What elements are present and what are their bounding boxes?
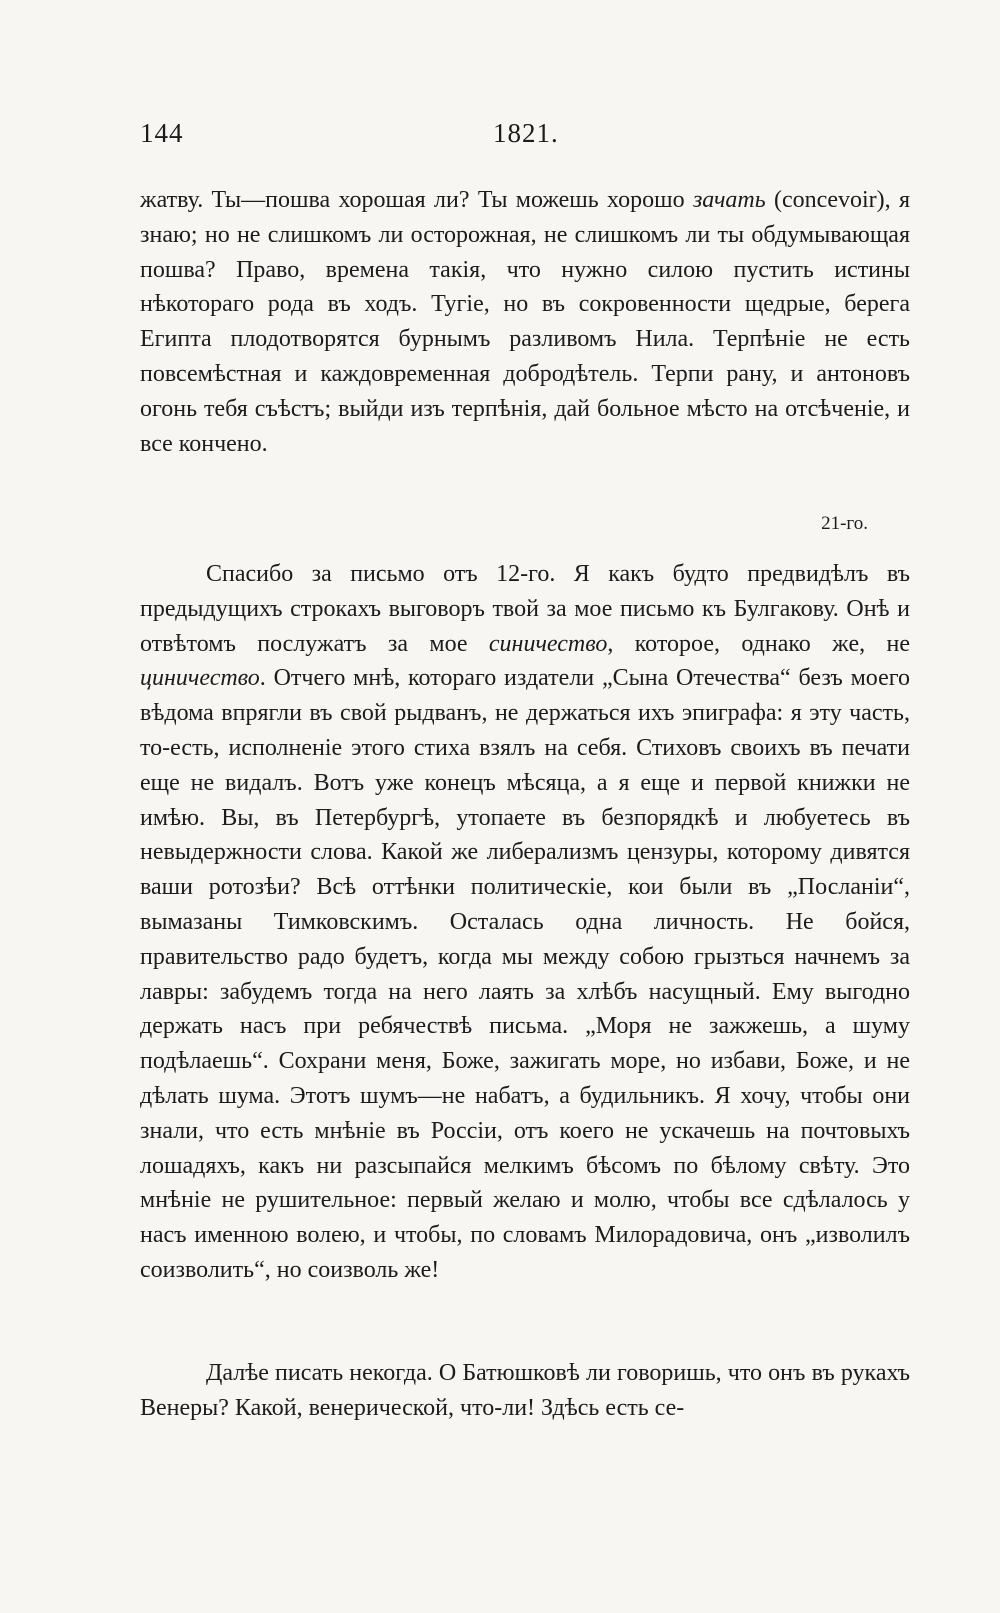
text-run: Далѣе писать некогда. О Батюшковѣ ли говоришь, что онъ въ рукахъ Венеры? Какой, венерической, что-ли! Здѣсь есть се- — [140, 1360, 910, 1421]
running-head — [140, 118, 910, 158]
text-run: жатву. Ты—пошва хорошая ли? Ты можешь хорошо — [140, 187, 693, 213]
italic-word: циничество — [140, 665, 260, 692]
text-run: (concevoir), я знаю; но не слишкомъ ли осторожная, не слишкомъ ли ты обдумывающая пошва? Право, времена такія, что нужно силою пустить истины нѣкотораго рода въ ходъ. Тугіе, но въ сокровенности щедрые, берега Египта плодотворятся бурнымъ разливомъ Нила. Терпѣніе не есть повсемѣстная и каждовременная добродѣтель. Терпи рану, и антоновъ огонь тебя съѣстъ; выйди изъ терпѣнія, дай больное мѣсто на отсѣченіе, и все кончено. — [140, 187, 910, 457]
text-run: Спасибо за письмо отъ 12-го. Я какъ будто предвидѣлъ въ предыдущихъ строкахъ выговоръ твой за мое письмо къ Булгакову. Онѣ и отвѣтомъ послужатъ за мое — [140, 561, 910, 657]
text-run: . Отчего мнѣ, котораго издатели „Сына Отечества“ безъ моего вѣдома впрягли въ свой рыдванъ, не держаться ихъ эпиграфа: я эту часть, то-есть, исполненіе этого стиха взялъ на себя. Стиховъ своихъ въ печати еще не видалъ. Вотъ уже конецъ мѣсяца, а я еще и первой книжки не имѣю. Вы, въ Петербургѣ, утопаете въ безпорядкѣ и любуетесь въ невыдержности слова. Какой же либерализмъ цензуры, которому дивятся ваши ротозѣи? Всѣ оттѣнки политическіе, кои были въ „Посланіи“, вымазаны Тимковскимъ. Осталась одна личность. Не бойся, правительство радо будетъ, когда мы между собою грызться начнемъ за лавры: забудемъ тогда на него лаять за хлѣбъ насущный. Ему выгодно держать насъ при ребячествѣ письма. „Моря не зажжешь, а шуму подѣлаешь“. Сохрани меня, Боже, зажигать море, но избави, Боже, и не дѣлать шума. Этотъ шумъ—не набатъ, а будильникъ. Я хочу, чтобы они знали, что есть мнѣніе въ Россіи, отъ коего не ускачешь на почтовыхъ лошадяхъ, какъ ни разсыпайся мелкимъ бѣсомъ по бѣлому свѣту. Это мнѣніе не рушительное: первый желаю и молю, чтобы все сдѣлалось у насъ именною волею, и чтобы, по словамъ Милорадовича, онъ „изволилъ соизволить“, но соизволь же! — [140, 665, 910, 1283]
page-number: 144 — [140, 118, 184, 148]
text-run: , которое, однако же, не — [607, 630, 910, 657]
letter-date: 21-го. — [821, 513, 868, 534]
running-title-year: 1821. — [493, 118, 559, 148]
italic-word: синичество — [488, 630, 608, 657]
letter-paragraph — [140, 557, 910, 1288]
italic-word: зачать — [692, 187, 766, 213]
letter-continuation-paragraph — [140, 183, 910, 461]
letter-paragraph — [140, 1356, 910, 1426]
